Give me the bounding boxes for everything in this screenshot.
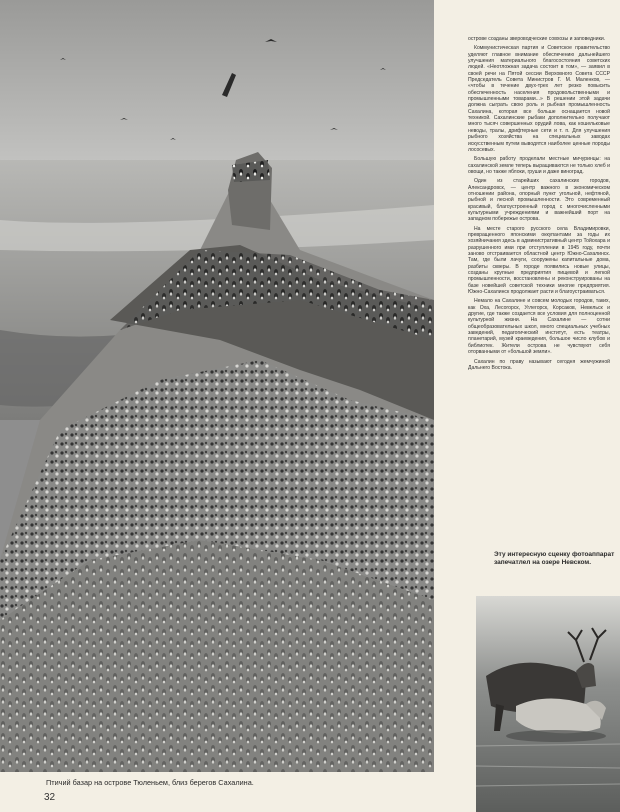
article-paragraph: На месте старого русского села Владимировки, превращенного японскими оккупантами за годы их хозяйничания здесь в административный центр Тойохара и разрушенного ими при отступлении в 1945 году, почти заново отстраивается областной центр Южно-Сахалинск. Там, где были лачуги, сооружены капитальные дома, разбиты скверы. В городе появились новые улицы, созданы крупные предприятия пищевой и легкой промышленности, восстановлены и реконструированы на базе новейшей советской техники многие предприятия. Южно-Сахалинск продолжает расти и благоустраиваться. xyxy=(468,225,610,296)
article-paragraph: Большую работу проделали местные мичуринцы: на сахалинской земле теперь выращиваются не только хлеб и овощи, но также яблоки, груши и даже виноград. xyxy=(468,156,610,175)
article-column xyxy=(468,36,610,374)
article-paragraph: Немало на Сахалине и совсем молодых городов, таких, как Оха, Лесогорск, Углегорск, Корсаков, Невельск и другие, где также создается все условия для полноценной культурной жизни. На Сахалине — сотни общеобразовательных школ, много специальных учебных заведений, педагогический институт, есть театры, планетарий, музей краеведения, большое число клубов и библиотек. Жители острова не чувствуют себя оторванными от «большой земли». xyxy=(468,298,610,356)
article-paragraph: Один из старейших сахалинских городов, Александровск, — центр важного в экономическом отношении района, опорный пункт угольной, нефтяной, рыбной и лесной промышленности. Это современный красивый, благоустроенный город с многочисленными культурными учреждениями и важнейший порт на западном побережье острова. xyxy=(468,178,610,223)
article-paragraph: острове созданы звероводческие совхозы и заповедники. xyxy=(468,36,606,42)
page-number: 32 xyxy=(44,792,56,803)
main-photo-caption: Птичий базар на острове Тюленьем, близ берегов Сахалина. xyxy=(46,778,254,787)
article-paragraph: Коммунистическая партия и Советское правительство уделяют главное внимание обеспечению дальнейшего улучшения материального благосостояния советских людей. «Неотложная задача состоит в том», — заявил в своей речи на Пятой сессии Верховного Совета СССР Председатель Совета Министров Г. М. Маленков, — «чтобы в течение двух-трех лет резко повысить обеспеченность населения продовольственными и промышленными товарами...» В решении этой задачи должна сыграть свою роль и рыбная промышленность Сахалина, которая все больше оснащается новой техникой. Сахалинские рыбаки дополнительно получают много тысяч совершенных орудий лова, как кошельковые неводы, тралы, дрифтерные сети и т. п. Для улучшения рыбного хозяйства на специальных заводах искусственным путем выводятся наиболее ценные породы лососевых. xyxy=(468,45,610,153)
inset-photo-caption: Эту интересную сценку фотоаппарат запечатлел на озере Невском. xyxy=(494,551,615,566)
reindeer-illustration xyxy=(476,596,620,812)
article-paragraph: Сахалин по праву называют сегодня жемчужиной Дальнего Востока. xyxy=(468,358,610,371)
reindeer-photo xyxy=(476,596,620,812)
